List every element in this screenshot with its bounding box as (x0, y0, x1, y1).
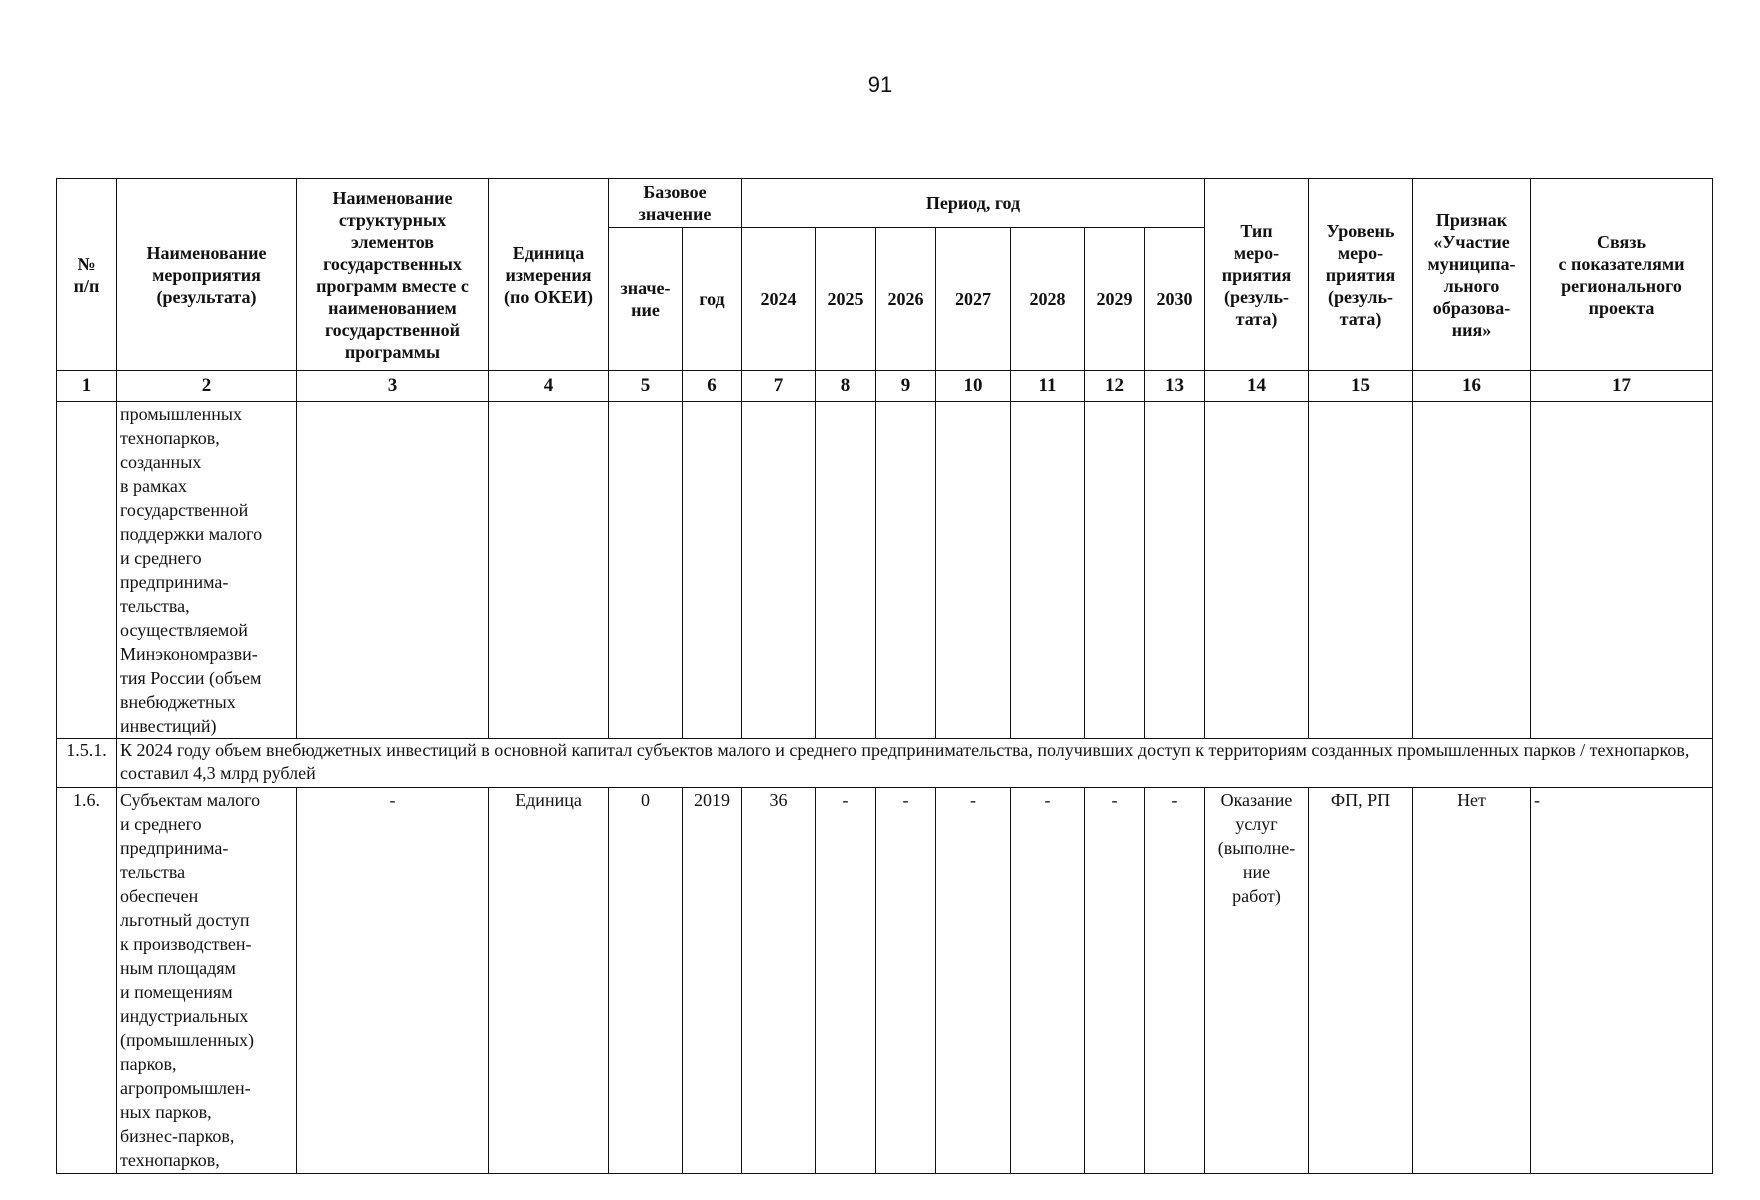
cell-base-value: 0 (609, 788, 683, 1174)
cell-num (57, 402, 117, 739)
cell-base-year (683, 402, 742, 739)
header-unit: Единица измерения (по ОКЕИ) (489, 179, 609, 371)
table-row-section (57, 739, 1713, 788)
header-muni: Признак «Участие муниципа- льного образова- ния» (1413, 179, 1531, 371)
section-num: 1.5.1. (57, 739, 117, 788)
cell-year-2025: - (816, 788, 876, 1174)
header-period: Период, год (742, 179, 1205, 228)
column-number: 13 (1145, 371, 1205, 402)
column-number: 10 (936, 371, 1011, 402)
header-name: Наименование мероприятия (результата) (117, 179, 297, 371)
header-row-top (57, 179, 1713, 228)
activities-table (56, 178, 1713, 1174)
cell-unit (489, 402, 609, 739)
column-number: 1 (57, 371, 117, 402)
column-number: 2 (117, 371, 297, 402)
header-year-2026: 2026 (876, 228, 936, 371)
cell-type (1205, 402, 1309, 739)
header-year-2028: 2028 (1011, 228, 1085, 371)
column-number: 15 (1309, 371, 1413, 402)
column-number: 4 (489, 371, 609, 402)
cell-year (816, 402, 876, 739)
column-number: 14 (1205, 371, 1309, 402)
column-number: 6 (683, 371, 742, 402)
column-number: 12 (1085, 371, 1145, 402)
cell-year-2029: - (1085, 788, 1145, 1174)
header-year-2025: 2025 (816, 228, 876, 371)
cell-level (1309, 402, 1413, 739)
cell-year-2030: - (1145, 788, 1205, 1174)
cell-year (936, 402, 1011, 739)
cell-year-2024: 36 (742, 788, 816, 1174)
cell-name: промышленных технопарков, созданных в рамках государственной поддержки малого и среднего предпринима- тельства, осуществляемой Минэкономразви- тия России (объем внебюджетных инвестиций) (117, 402, 297, 739)
column-number: 7 (742, 371, 816, 402)
cell-num: 1.6. (57, 788, 117, 1174)
header-num: № п/п (57, 179, 117, 371)
header-year-2030: 2030 (1145, 228, 1205, 371)
header-base: Базовое значение (609, 179, 742, 228)
cell-year-2027: - (936, 788, 1011, 1174)
column-number: 17 (1531, 371, 1713, 402)
cell-link: - (1531, 788, 1713, 1174)
table-row-item (57, 788, 1713, 1174)
cell-type: Оказание услуг (выполне- ние работ) (1205, 788, 1309, 1174)
page-number: 91 (867, 72, 893, 97)
cell-year (876, 402, 936, 739)
cell-unit: Единица (489, 788, 609, 1174)
header-base-value: значе- ние (609, 228, 683, 371)
cell-muni (1413, 402, 1531, 739)
column-number: 16 (1413, 371, 1531, 402)
column-number-row (57, 371, 1713, 402)
header-year-2024: 2024 (742, 228, 816, 371)
table-row-continuation (57, 402, 1713, 739)
cell-base-year: 2019 (683, 788, 742, 1174)
cell-base-value (609, 402, 683, 739)
header-level: Уровень меро- приятия (резуль- тата) (1309, 179, 1413, 371)
cell-year (1085, 402, 1145, 739)
cell-link (1531, 402, 1713, 739)
cell-year (1011, 402, 1085, 739)
column-number: 3 (297, 371, 489, 402)
cell-muni: Нет (1413, 788, 1531, 1174)
column-number: 11 (1011, 371, 1085, 402)
header-struct: Наименование структурных элементов государственных программ вместе с наименованием государственной программы (297, 179, 489, 371)
cell-year-2026: - (876, 788, 936, 1174)
cell-level: ФП, РП (1309, 788, 1413, 1174)
header-base-year: год (683, 228, 742, 371)
cell-name: Субъектам малого и среднего предпринима- тельства обеспечен льготный доступ к производствен- ным площадям и помещениям индустриальных (промышленных) парков, агропромышлен- ных парков, бизнес-парков, технопарков, (117, 788, 297, 1174)
column-number: 8 (816, 371, 876, 402)
header-type: Тип меро- приятия (резуль- тата) (1205, 179, 1309, 371)
header-link: Связь с показателями регионального проекта (1531, 179, 1713, 371)
section-text: К 2024 году объем внебюджетных инвестиций в основной капитал субъектов малого и среднего предпринимательства, получивших доступ к территориям созданных промышленных парков / технопарков, составил 4,3 млрд рублей (117, 739, 1713, 788)
cell-year (1145, 402, 1205, 739)
column-number: 9 (876, 371, 936, 402)
cell-year (742, 402, 816, 739)
header-year-2027: 2027 (936, 228, 1011, 371)
cell-struct (297, 402, 489, 739)
cell-struct: - (297, 788, 489, 1174)
cell-year-2028: - (1011, 788, 1085, 1174)
column-number: 5 (609, 371, 683, 402)
header-year-2029: 2029 (1085, 228, 1145, 371)
